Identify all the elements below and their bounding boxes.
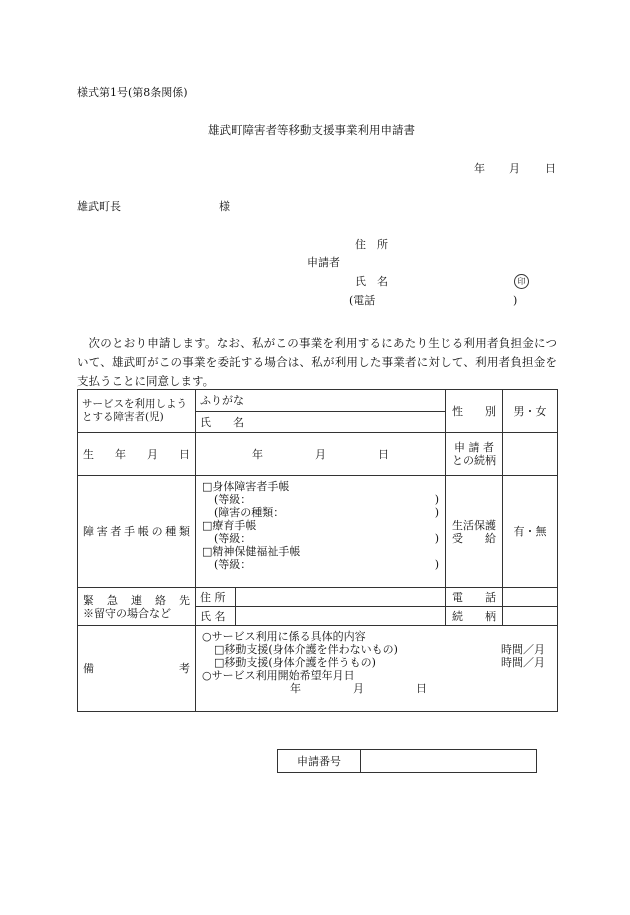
birthdate-field[interactable] <box>196 433 446 476</box>
applicant-phone-close: ) <box>513 294 518 307</box>
applicant-address-label: 住 所 <box>355 238 388 251</box>
addressee: 雄武町長 <box>77 200 121 213</box>
emergency-address-label: 住 所 <box>196 588 236 607</box>
emergency-address-field[interactable] <box>236 588 446 607</box>
applicant-label: 申請者 <box>307 256 340 269</box>
honorific: 様 <box>219 200 230 213</box>
date-day-label: 日 <box>545 162 556 175</box>
emergency-contact-label: 緊 急 連 絡 先 ※留守の場合など <box>78 588 196 626</box>
birth-day-label: 日 <box>378 447 389 461</box>
seal-mark-icon: 印 <box>514 274 529 289</box>
handbook-option-ryoiku[interactable]: □療育手帳 <box>202 519 257 532</box>
handbook-disability-type-row[interactable]: (障害の種類： ) <box>214 506 439 519</box>
relation-to-applicant-field[interactable] <box>503 433 558 476</box>
remarks-option-physical-care[interactable]: □移動支援(身体介護を伴うもの) 時間／月 <box>214 656 545 669</box>
user-name-field[interactable]: 氏 名 <box>196 412 446 433</box>
birth-month-label: 月 <box>315 447 326 461</box>
handbook-grade-row[interactable]: (等級： ) <box>214 558 439 571</box>
emergency-name-field[interactable] <box>236 607 446 626</box>
welfare-assistance-value[interactable]: 有・無 <box>503 476 558 588</box>
remarks-option-no-physical-care[interactable]: □移動支援(身体介護を伴わないもの) 時間／月 <box>214 643 545 656</box>
emergency-relation-field[interactable] <box>503 607 558 626</box>
application-form-table <box>77 389 558 712</box>
service-user-label: サービスを利用しようとする障害者(児) <box>78 390 196 433</box>
handbook-option-mental[interactable]: □精神保健福祉手帳 <box>202 545 301 558</box>
remarks-content[interactable] <box>196 626 558 712</box>
furigana-field[interactable]: ふりがな <box>196 390 446 412</box>
request-number-label: 申請番号 <box>278 750 361 773</box>
handbook-grade-row[interactable]: (等級： ) <box>214 532 439 545</box>
gender-label: 性 別 <box>446 390 503 433</box>
consent-statement: 次のとおり申請します。なお、私がこの事業を利用するにあたり生じる利用者負担金について、雄武町がこの事業を委託する場合は、私が利用した事業者に対して、利用者負担金を支払うことに同意します。 <box>77 336 557 388</box>
gender-value[interactable]: 男・女 <box>503 390 558 433</box>
relation-to-applicant-label: 申 請 者 との続柄 <box>446 433 503 476</box>
emergency-relation-label: 続 柄 <box>446 607 503 626</box>
remarks-line-1: ○サービス利用に係る具体的内容 <box>202 630 366 643</box>
remarks-label: 備 考 <box>78 626 196 712</box>
birth-year-label: 年 <box>252 447 263 461</box>
birthdate-label: 生 年 月 日 <box>78 433 196 476</box>
form-number: 様式第1号(第8条関係) <box>77 86 188 99</box>
date-month-label: 月 <box>509 162 520 175</box>
handbook-type-label: 障害者手帳の種類 <box>78 476 196 588</box>
date-year-label: 年 <box>474 162 485 175</box>
emergency-name-label: 氏 名 <box>196 607 236 626</box>
emergency-phone-label: 電 話 <box>446 588 503 607</box>
applicant-phone-open: (電話 <box>349 294 376 307</box>
handbook-type-options[interactable] <box>196 476 446 588</box>
emergency-phone-field[interactable] <box>503 588 558 607</box>
handbook-option-physical[interactable]: □身体障害者手帳 <box>202 480 290 493</box>
handbook-grade-row[interactable]: (等級： ) <box>214 493 439 506</box>
request-number-box <box>277 749 537 773</box>
applicant-name-label: 氏 名 <box>355 275 388 288</box>
welfare-assistance-label: 生活保護 受 給 <box>446 476 503 588</box>
remarks-line-4: ○サービス利用開始希望年月日 <box>202 669 355 682</box>
remarks-start-date[interactable]: 年 月 日 <box>290 682 427 695</box>
request-number-field[interactable] <box>361 750 537 773</box>
page-title: 雄武町障害者等移動支援事業利用申請書 <box>208 123 415 137</box>
